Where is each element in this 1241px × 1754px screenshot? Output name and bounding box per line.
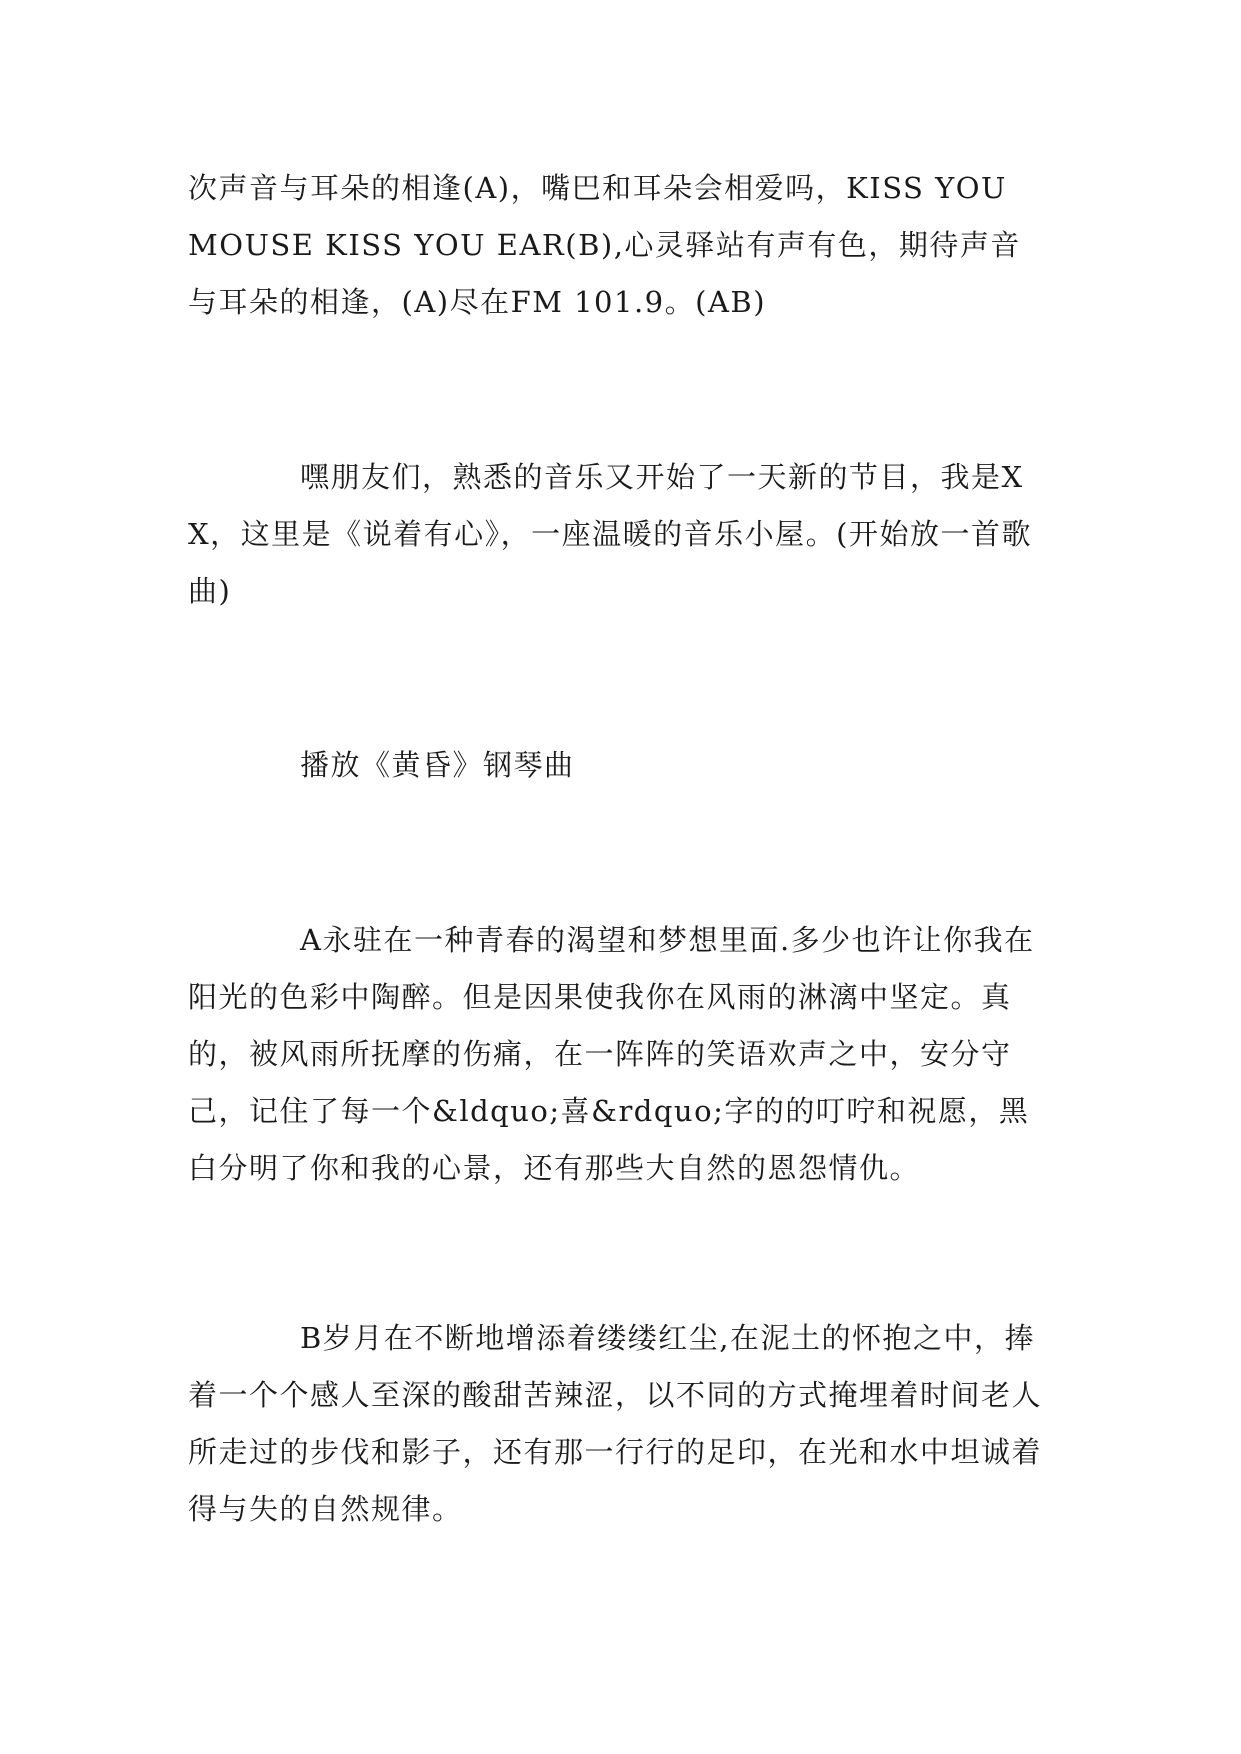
- paragraph-play-piano: 播放《黄昏》钢琴曲: [300, 748, 575, 782]
- paragraph-host-greeting: 嘿朋友们，熟悉的音乐又开始了一天新的节目，我是XX，这里是《说着有心》，一座温暖的音乐小屋。(开始放一首歌曲): [188, 460, 1032, 608]
- paragraph-a-youth: A永驻在一种青春的渴望和梦想里面.多少也许让你我在阳光的色彩中陶醉。但是因果使我你在风雨的淋漓中坚定。真的，被风雨所抚摩的伤痛，在一阵阵的笑语欢声之中，安分守己，记住了每一个&ldquo;喜&rdquo;字的的叮咛和祝愿，黑白分明了你和我的心景，还有那些大自然的恩怨情仇。: [188, 923, 1035, 1185]
- paragraph-b-years: B岁月在不断地增添着缕缕红尘,在泥土的怀抱之中，捧着一个个感人至深的酸甜苦辣涩，以不同的方式掩埋着时间老人所走过的步伐和影子，还有那一行行的足印，在光和水中坦诚着得与失的自然规律。: [188, 1321, 1043, 1526]
- paragraph-station-intro: 次声音与耳朵的相逢(A)，嘴巴和耳朵会相爱吗，KISS YOU MOUSE KISS YOU EAR(B),心灵驿站有声有色，期待声音与耳朵的相逢，(A)尽在FM 101.9。(AB): [188, 171, 1021, 319]
